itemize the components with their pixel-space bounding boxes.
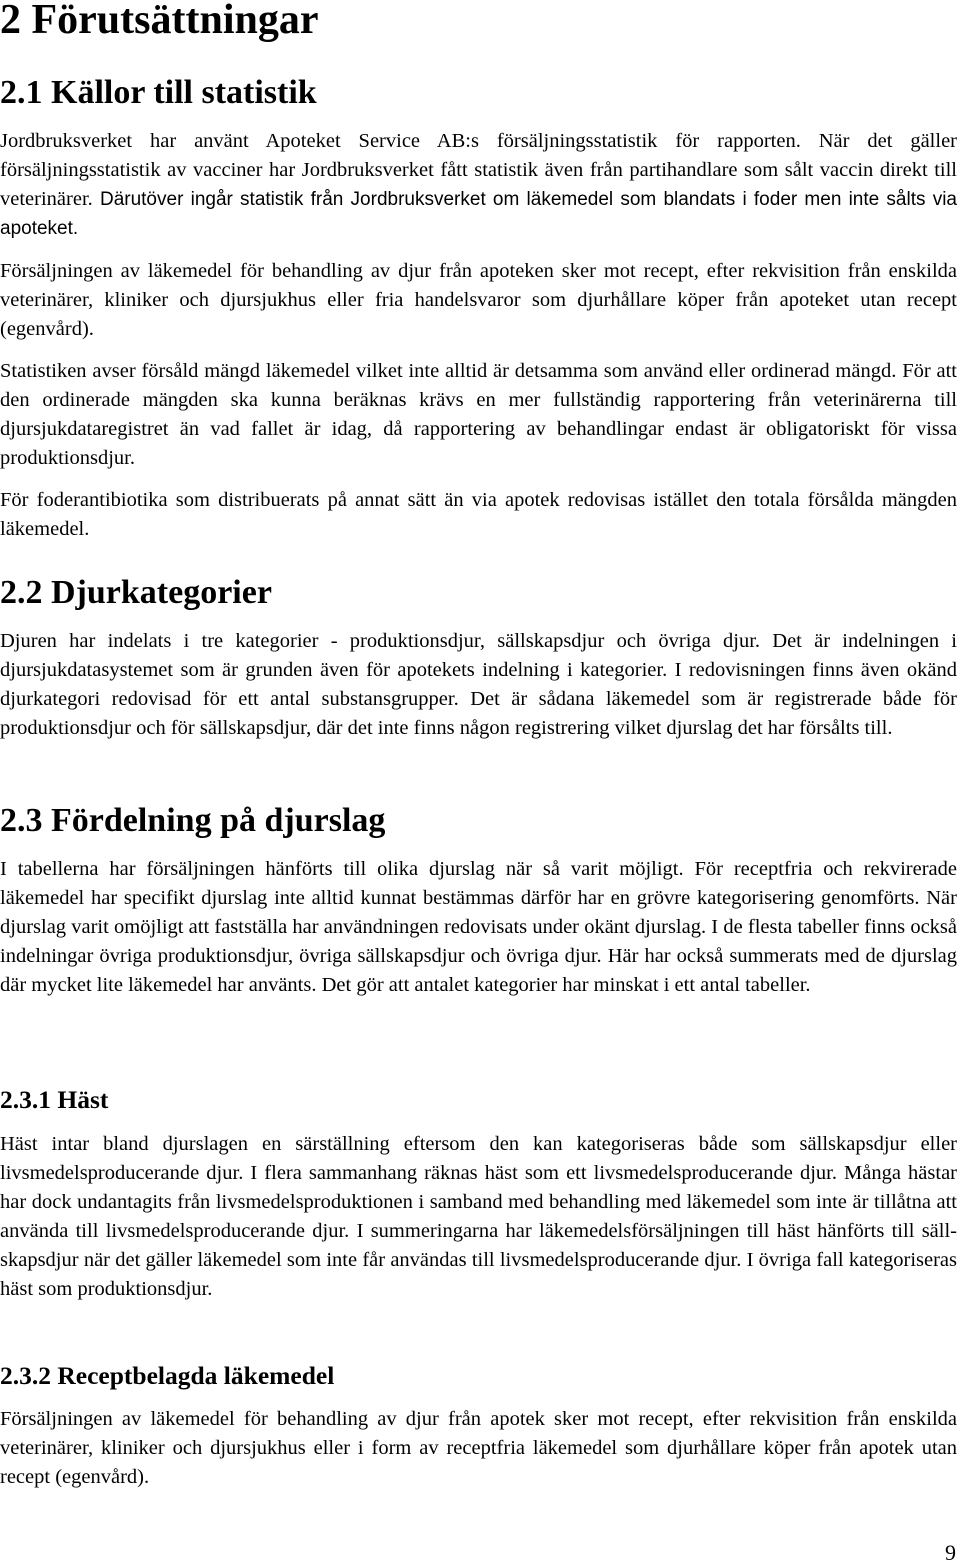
paragraph-prescription-drugs: Försäljningen av läkemedel för behandling av djur från apotek sker mot recept, efter rekvisition från enskilda veterinärer, kliniker och djursjukhus eller i form av receptfria läkemedel som djurhållare köper från apotek utan recept (egenvård). [0,1408,957,1488]
paragraph-statistics: Statistiken avser försåld mängd läkemedel vilket inte alltid är detsamma som använd eller ordinerad mängd. För att den ordinerade mängden ska kunna beräknas krävs en mer fullständig rapportering från veterinärerna till djursjukdataregistret än vad fallet är idag, då rapportering av behandlingar endast är obligatoriskt för vissa produktionsdjur. [0,360,957,469]
chapter-heading: 2 Förutsättningar [0,0,319,43]
section-heading-2-3: 2.3 Fördelning på djurslag [0,802,386,839]
section-heading-2-3-2: 2.3.2 Receptbelagda läkemedel [0,1361,335,1390]
section-heading-2-2: 2.2 Djurkategorier [0,574,272,611]
paragraph-sales: Försäljningen av läkemedel för behandling av djur från apoteken sker mot recept, efter rekvisition från enskilda veterinärer, kliniker och djursjukhus eller fria handelsvaror som djurhållare köper från apoteket utan recept (egenvård). [0,260,957,340]
paragraph-sources-text-sans: Därutöver ingår statistik från Jordbruksverket om läkemedel som blandats i foder men inte sålts via apoteket. [0,189,957,239]
page-number: 9 [945,1540,956,1565]
section-heading-2-1: 2.1 Källor till statistik [0,74,317,111]
section-heading-2-3-1: 2.3.1 Häst [0,1085,109,1114]
paragraph-sources-text: Jordbruksverket har använt Apoteket Service AB:s försäljningsstatistik för rapporten. När det gäller försäljningsstatistik av vacciner har Jordbruksverket fått statistik även från partihandlare som sålt vaccin direkt till veterinärer. [0,130,957,210]
paragraph-species-distribution: I tabellerna har försäljningen hänförts till olika djurslag när så varit möjligt. För receptfria och rekvirerade läkemedel har specifikt djurslag inte alltid kunnat bestämmas därför har en grövre kategorisering genomförts. När djurslag varit omöjligt att fastställa har användningen redovisats under okänt djurslag. I de flesta tabeller finns också indelningar övriga produktionsdjur, övriga sällskapsdjur och övriga djur. Här har också summerats med de djurslag där mycket lite läkemedel har använts. Det gör att antalet kategorier har minskat i ett antal tabeller. [0,858,957,996]
paragraph-animal-categories: Djuren har indelats i tre kategorier - produktionsdjur, sällskapsdjur och övriga djur. Det är indelningen i djursjukdatasystemet som är grunden även för apotekets indelning i kategorier. I redovisningen finns även okänd djurkategori redovisad för ett antal substansgrupper. Det är sådana läkemedel som är registrerade både för produktionsdjur och för sällskapsdjur, där det inte finns någon registrering vilket djurslag det har försålts till. [0,630,957,739]
paragraph-feed-antibiotics: För foderantibiotika som distribuerats på annat sätt än via apotek redovisas istället den totala försålda mängden läkemedel. [0,489,957,540]
paragraph-sources [0,127,957,243]
paragraph-horse: Häst intar bland djurslagen en särställning eftersom den kan kategoriseras både som sällskapsdjur eller livsmedelsproducerande djur. I flera sammanhang räknas häst som ett livsmedelsproducerande djur. Många hästar har dock undantagits från livsmedelsproduktionen i samband med behandling med läkemedel som inte är tillåtna att använda till livsmedelsproducerande djur. I summeringarna har läkemedelsförsäljningen till häst hänförts till sällskapsdjur när det gäller läkemedel som inte får användas till livsmedelsproducerande djur. I övriga fall kategoriseras häst som produktionsdjur. [0,1133,957,1300]
